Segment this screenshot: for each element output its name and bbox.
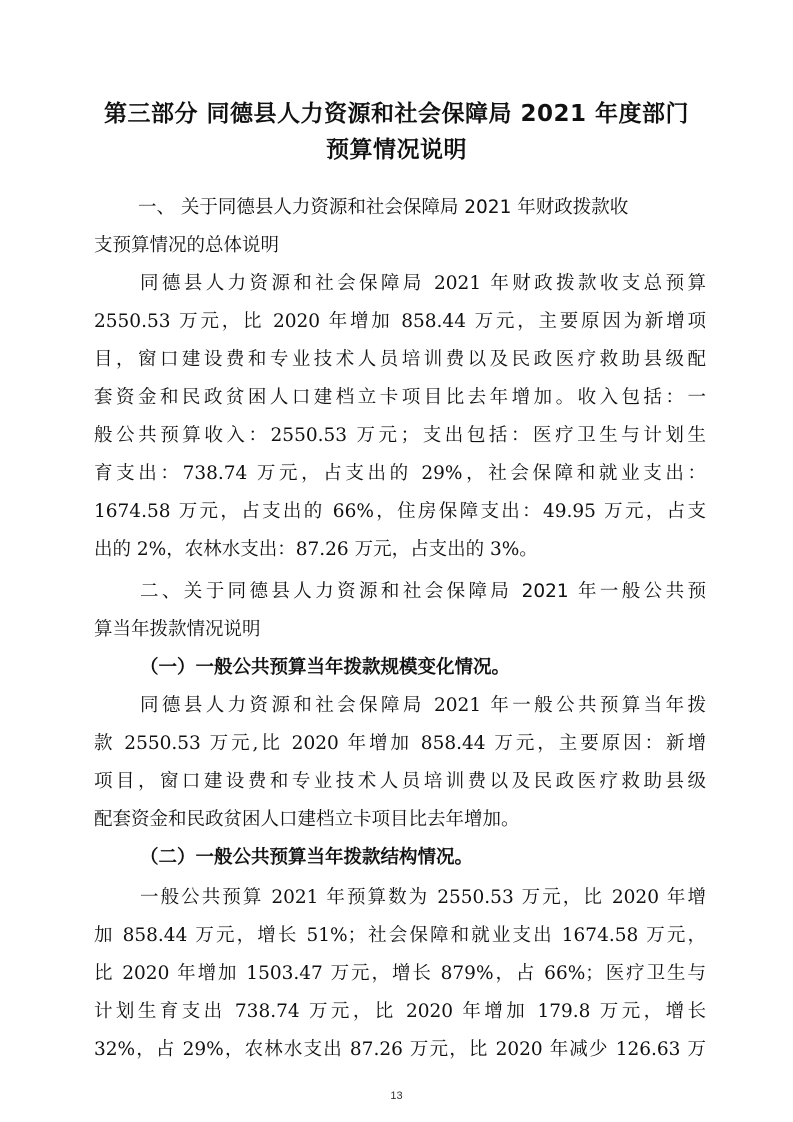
subsection-1-paragraph-line: 同德县人力资源和社会保障局 2021 年一般公共预算当年拨 bbox=[140, 695, 706, 716]
section-1-paragraph-line: 同德县人力资源和社会保障局 2021 年财政拨款收支总预算 bbox=[140, 273, 706, 294]
subsection-1-paragraph-line: 项目，窗口建设费和专业技术人员培训费以及民政医疗救助县级 bbox=[94, 771, 706, 792]
section-1-paragraph-line: 出的 2%，农林水支出：87.26 万元，占支出的 3%。 bbox=[94, 539, 538, 560]
section-1-paragraph-line: 般公共预算收入：2550.53 万元；支出包括：医疗卫生与计划生 bbox=[94, 425, 706, 446]
page-title-line-1: 第三部分 同德县人力资源和社会保障局 2021 年度部门 bbox=[103, 101, 690, 127]
section-1-paragraph-line: 套资金和民政贫困人口建档立卡项目比去年增加。收入包括：一 bbox=[94, 387, 706, 408]
subsection-1-paragraph-line: 款 2550.53 万元,比 2020 年增加 858.44 万元，主要原因：新增 bbox=[94, 733, 706, 754]
subsection-2-heading: （二）一般公共预算当年拨款结构情况。 bbox=[140, 847, 474, 868]
page-title-line-2: 预算情况说明 bbox=[326, 137, 467, 163]
subsection-2-paragraph-line: 32%，占 29%，农林水支出 87.26 万元，比 2020 年减少 126.63 万 bbox=[94, 1039, 706, 1060]
subsection-2-paragraph-line: 一般公共预算 2021 年预算数为 2550.53 万元，比 2020 年增 bbox=[140, 887, 706, 908]
section-1-paragraph-line: 2550.53 万元，比 2020 年增加 858.44 万元，主要原因为新增项 bbox=[94, 311, 706, 332]
section-2-heading-line-2: 算当年拨款情况说明 bbox=[94, 619, 261, 640]
subsection-2-paragraph-line: 计划生育支出 738.74 万元，比 2020 年增加 179.8 万元，增长 bbox=[94, 1001, 706, 1022]
section-1-heading-line-1: 一、 关于同德县人力资源和社会保障局 2021 年财政拨款收 bbox=[138, 197, 629, 218]
subsection-1-heading: （一）一般公共预算当年拨款规模变化情况。 bbox=[140, 657, 511, 678]
page-number: 13 bbox=[390, 1090, 403, 1102]
section-1-paragraph-line: 目，窗口建设费和专业技术人员培训费以及民政医疗救助县级配 bbox=[94, 349, 706, 370]
subsection-2-paragraph-line: 比 2020 年增加 1503.47 万元，增长 879%，占 66%；医疗卫生与 bbox=[94, 963, 706, 984]
subsection-2-paragraph-line: 加 858.44 万元，增长 51%；社会保障和就业支出 1674.58 万元， bbox=[94, 925, 706, 946]
section-1-heading-line-2: 支预算情况的总体说明 bbox=[94, 235, 280, 256]
section-2-heading-line-1: 二、关于同德县人力资源和社会保障局 2021 年一般公共预 bbox=[140, 581, 706, 602]
subsection-1-paragraph-line: 配套资金和民政贫困人口建档立卡项目比去年增加。 bbox=[94, 809, 520, 830]
section-1-paragraph-line: 育支出：738.74 万元，占支出的 29%，社会保障和就业支出： bbox=[94, 463, 706, 484]
section-1-paragraph-line: 1674.58 万元，占支出的 66%，住房保障支出：49.95 万元，占支 bbox=[94, 501, 706, 522]
